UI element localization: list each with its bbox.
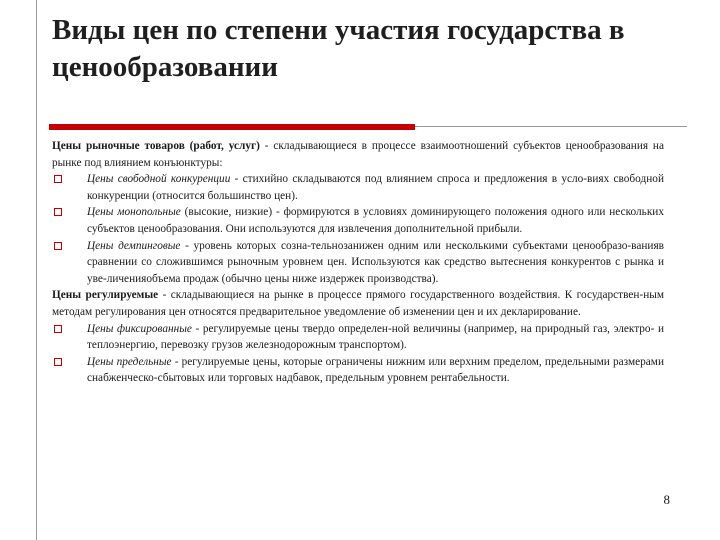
left-margin-line (36, 0, 37, 540)
hollow-square-icon (54, 242, 62, 250)
list-item-limit (52, 354, 664, 387)
item-term: Цены монопольные (87, 206, 181, 219)
market-prices-term: Цены рыночные товаров (работ, услуг) (52, 140, 260, 152)
slide-body (52, 138, 664, 387)
title-underline-accent (49, 124, 415, 130)
item-text: - уровень которых созна-тельнозанижен одним или несколькими субъектами ценообразо-ванияв сравнении со сложившимся рыночным уровнем цен. Используются как средство вытеснения конкурентов с рынка и уве-личенияобъема продаж (обычно цены ниже издержек производства). (87, 239, 664, 285)
page-number: 8 (663, 492, 670, 507)
item-term: Цены демпинговые (87, 239, 181, 252)
item-text: - стихийно складываются под влиянием спроса и предложения в усло-виях свободной конкуренции (относится большинство цен). (87, 173, 664, 202)
hollow-square-icon (54, 325, 62, 333)
item-text: - регулируемые цены, которые ограничены нижним или верхним пределом, предельными размерами снабженческо-сбытовых или торговых надбавок, предельным уровнем рентабельности. (87, 355, 664, 385)
market-prices-text: - складывающиеся в процессе взаимоотношений субъектов ценообразования на рынке под влиянием конъюнктуры: (52, 140, 664, 169)
item-text: - регулируемые цены твердо определен-ной величины (например, на природный газ, электро- и теплоэнергию, перевозку грузов железнодорожным транспортом). (87, 322, 664, 352)
list-item-dumping (52, 238, 664, 288)
item-term: Цены предельные (87, 355, 172, 368)
item-term: Цены свободной конкуренции (87, 173, 231, 186)
hollow-square-icon (54, 358, 62, 366)
item-text: (высокие, низкие) - формируются в условиях доминирующего положения одного или нескольких субъектов ценообразования. Они используются для извлечения дополнительной прибыли. (87, 206, 665, 235)
regulated-prices-term: Цены регулируемые (52, 289, 159, 302)
list-item-monopoly (52, 204, 664, 237)
list-item-fixed (52, 321, 664, 354)
list-item-free-competition (52, 171, 664, 204)
regulated-prices-text: - складывающиеся на рынке в процессе прямого государственного воздействия. К государствен-ным методам регулирования цен относятся предварительное уведомление об изменении цен и их декларирование. (52, 289, 664, 318)
hollow-square-icon (54, 208, 62, 216)
regulated-prices-paragraph (52, 287, 664, 320)
item-term: Цены фиксированные (87, 322, 192, 335)
hollow-square-icon (54, 175, 62, 183)
slide-title: Виды цен по степени участия государства в ценообразовании (52, 14, 625, 83)
market-prices-paragraph (52, 138, 664, 171)
title-underline-rule (415, 126, 687, 127)
